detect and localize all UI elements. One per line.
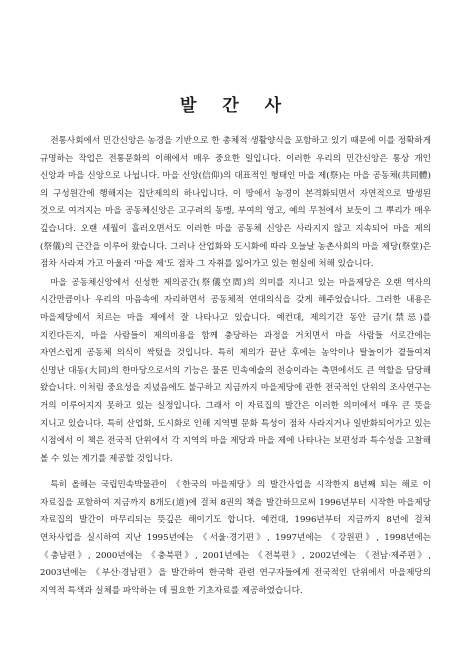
paragraph-3: 특히 올해는 국립민속박물관이 《한국의 마을제당》의 발간사업을 시작한지 8년째 되는 해로 이 자료집을 포함하여 지금까지 8개도(道)에 걸쳐 8권의 책을 발간하므로써 1996년부터 시작한 마을제당 자료집의 발간이 마무리되는 뜻깊은 해이기도 합니다. 예컨대, 1996년부터 지금까지 8년에 걸쳐 연차사업을 실시하여 지난 1995년에는 《서울·경기편》, 1997년에는 《강원편》, 1998년에는 《충남편》, 2000년에는 《충북편》, 2001년에는 《전북편》, 2002년에는 《전남·제주편》, 2003년에는 《부산·경남편》을 발간하여 한국학 관련 연구자들에게 전국적인 단위에서 마을제당의 지역적 특색과 실체를 파악하는 데 필요한 기초자료를 제공하였습니다. <box>40 480 431 596</box>
paragraph-gap <box>40 469 431 477</box>
paragraph-1: 전통사회에서 민간신앙은 농경을 기반으로 한 총체적 생활양식을 포함하고 있기 때문에 이를 정확하게 규명하는 작업은 전통문화의 이해에서 매우 중요한 일입니다. 이러한 우리의 민간신앙은 통상 개인 신앙과 마을 신앙으로 나뉩니다. 마을 신앙(信仰)의 대표적인 형태인 마을 제(祭)는 마을 공동체(共同體)의 구성원간에 행해지는 집단제의의 하나입니다. 이 땅에서 농경이 본격화되면서 자연적으로 발생된 것으로 여겨지는 마을 공동체신앙은 고구려의 동맹, 부여의 영고, 예의 무천에서 보듯이 그 뿌리가 매우 깊습니다. 오랜 세월이 흘러오면서도 이러한 마을 공동체 신앙은 사라지지 않고 지속되어 마을 제의(祭儀)의 근간을 이루어 왔습니다. 그러나 산업화와 도시화에 따라 오늘날 농촌사회의 마을 제당(祭堂)은 점차 사라져 가고 아울러 '마을 제'도 점차 그 자취를 잃어가고 있는 현실에 처해 있습니다. <box>40 136 431 270</box>
paragraph-2: 마을 공동체신앙에서 신성한 제의공간(祭儀空間)의 의미를 지니고 있는 마을제당은 오랜 역사의 시간만큼이나 우리의 마음속에 자리하면서 공동체적 연대의식을 갖게 해주었습니다. 그러한 내용은 마을제당에서 치르는 마을 제에서 잘 나타나고 있습니다. 예컨대, 제의기간 동안 금기(禁忌)를 지킨다든지, 마을 사람들이 제의비용을 함께 충당하는 과정을 거치면서 마을 사람들 서로간에는 자연스럽게 공동체 의식이 싹텄을 것입니다. 특히 제의가 끝난 후에는 농악이나 탈놀이가 곁들여져 신명난 대동(大同)의 한마당으로서의 기능은 물론 민속예술의 전승이라는 측면에서도 큰 역할을 담당해 왔습니다. 이처럼 중요성을 지녔음에도 불구하고 지금까지 마을제당에 관한 전국적인 단위의 조사연구는 거의 이루어지지 못하고 있는 실정입니다. 그래서 이 자료집의 발간은 이러한 의미에서 매우 큰 뜻을 지니고 있습니다. 특히 산업화, 도시화로 인해 지역별 문화 특성이 점차 사라지거나 일반화되어가고 있는 시점에서 이 책은 전국적 단위에서 각 지역의 마을 제당과 마을 제에 나타나는 보편성과 특수성을 고찰해 볼 수 있는 계기를 제공할 것입니다. <box>40 277 431 464</box>
page-title: 발 간 사 <box>179 96 292 116</box>
document-body <box>40 133 431 600</box>
